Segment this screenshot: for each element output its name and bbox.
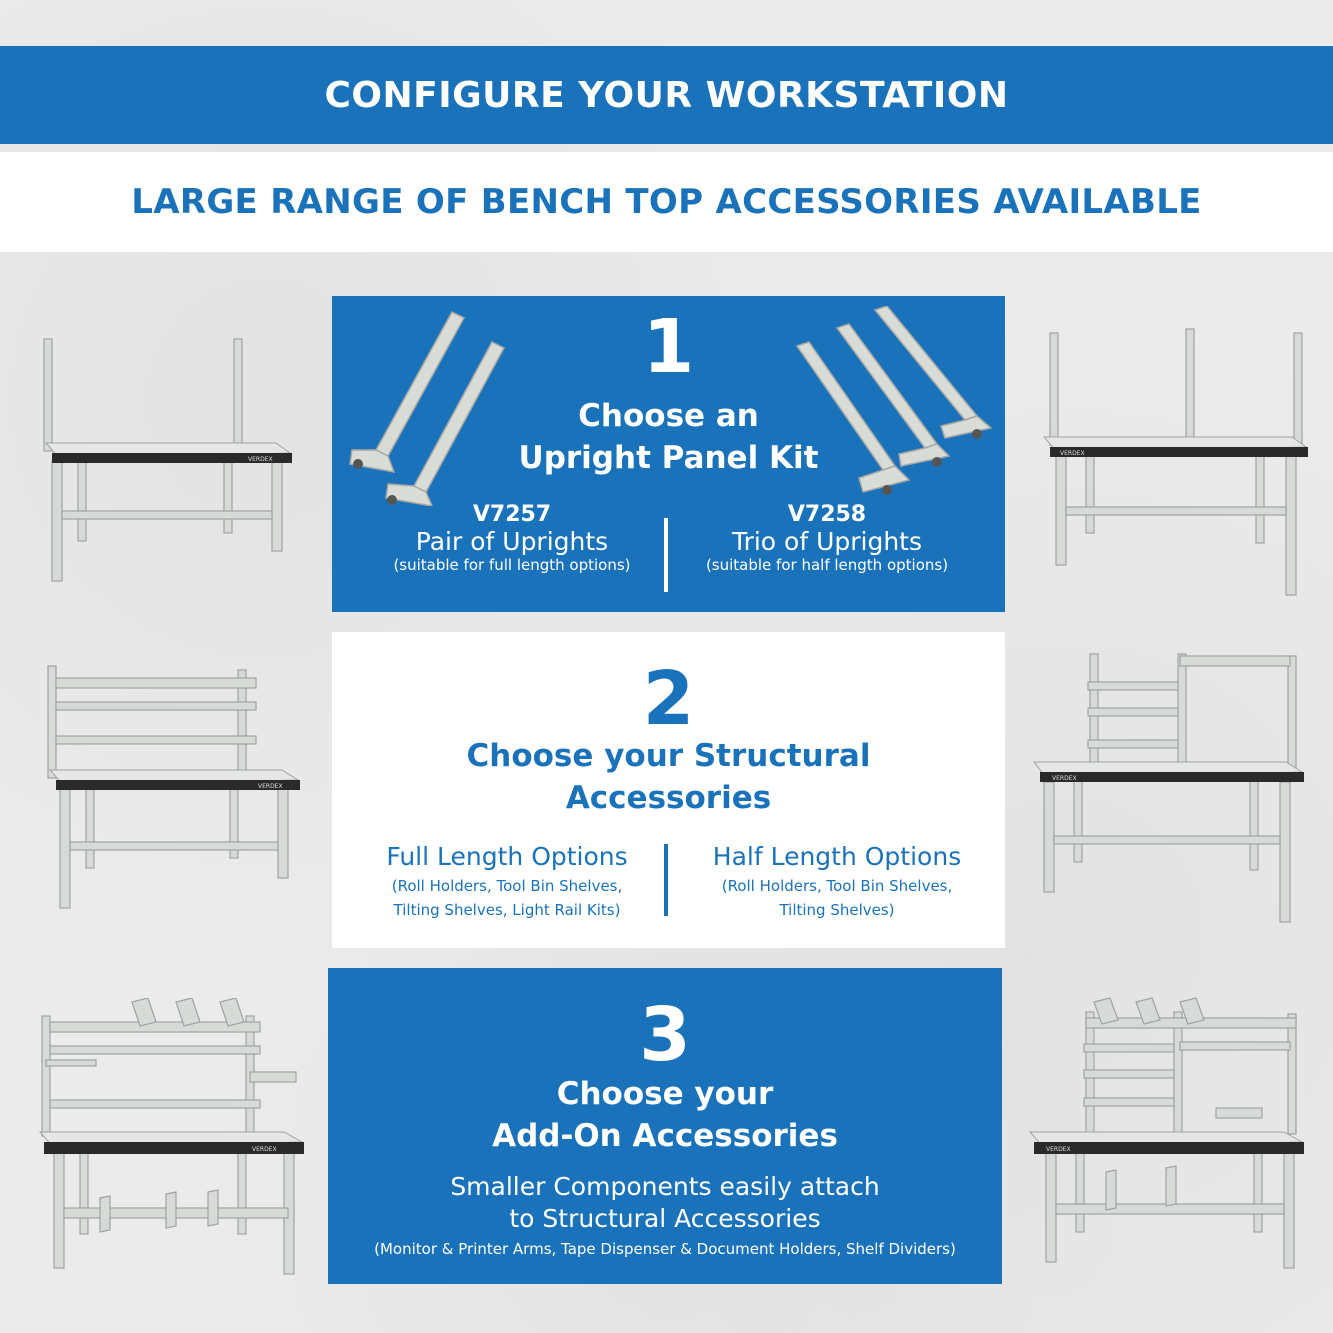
bench-with-full-length-shelves-image (42, 662, 302, 924)
page-subtitle: LARGE RANGE OF BENCH TOP ACCESSORIES AVAILABLE (131, 182, 1202, 222)
top-banner (0, 46, 1333, 144)
bench-with-half-length-shelves-image (1030, 650, 1310, 930)
trio-of-uprights-note: (suitable for half length options) (705, 556, 949, 574)
step-1-title-line2: Upright Panel Kit (518, 440, 819, 476)
half-length-name: Half Length Options (712, 842, 962, 871)
step-3-title-line1: Choose your (556, 1076, 774, 1112)
step-3-note: (Monitor & Printer Arms, Tape Dispenser & Document Holders, Shelf Dividers) (374, 1240, 956, 1258)
step-2-panel (332, 632, 1005, 948)
trio-of-uprights-code: V7258 (787, 502, 867, 527)
pair-of-uprights-code: V7257 (472, 502, 552, 527)
half-length-option (692, 842, 982, 919)
step-3-number: 3 (639, 992, 691, 1078)
pair-of-uprights-note: (suitable for full length options) (393, 556, 631, 574)
full-length-note-line1: (Roll Holders, Tool Bin Shelves, (391, 877, 623, 895)
step-1-divider (664, 518, 668, 592)
full-length-name: Full Length Options (386, 842, 628, 871)
step-3-panel (328, 968, 1002, 1284)
bench-brand-label: VERDEX (252, 1146, 277, 1153)
pair-of-uprights-image (340, 306, 510, 506)
step-1-number: 1 (642, 304, 695, 390)
trio-of-uprights-name: Trio of Uprights (731, 527, 923, 556)
bench-brand-label: VERDEX (1046, 1146, 1071, 1153)
step-3-desc-line1: Smaller Components easily attach (450, 1172, 880, 1201)
bench-brand-label: VERDEX (258, 783, 283, 790)
full-length-option (362, 842, 652, 919)
step-2-title-line1: Choose your Structural (466, 738, 871, 774)
pair-of-uprights-option (372, 502, 652, 574)
sub-banner (0, 152, 1333, 252)
step-1-panel (332, 296, 1005, 612)
half-length-note-line2: Tilting Shelves) (779, 901, 895, 919)
pair-of-uprights-name: Pair of Uprights (415, 527, 609, 556)
step-2-number: 2 (642, 656, 695, 742)
bench-with-add-on-accessories-left-image (36, 998, 306, 1284)
step-2-title-line2: Accessories (565, 780, 772, 816)
bench-with-trio-uprights-image (1036, 325, 1311, 605)
bench-brand-label: VERDEX (1060, 450, 1085, 457)
bench-brand-label: VERDEX (248, 456, 273, 463)
page-title: CONFIGURE YOUR WORKSTATION (324, 74, 1009, 116)
half-length-note-line1: (Roll Holders, Tool Bin Shelves, (721, 877, 953, 895)
bench-with-pair-uprights-image (38, 335, 298, 595)
step-1-title-line1: Choose an (578, 398, 759, 434)
step-3-title-line2: Add-On Accessories (492, 1118, 838, 1154)
trio-of-uprights-option (682, 502, 972, 574)
step-2-divider (664, 844, 668, 916)
step-3-desc-line2: to Structural Accessories (509, 1204, 821, 1233)
full-length-note-line2: Tilting Shelves, Light Rail Kits) (393, 901, 621, 919)
bench-with-add-on-accessories-right-image (1026, 996, 1306, 1282)
bench-brand-label: VERDEX (1052, 775, 1077, 782)
trio-of-uprights-image (787, 306, 997, 496)
